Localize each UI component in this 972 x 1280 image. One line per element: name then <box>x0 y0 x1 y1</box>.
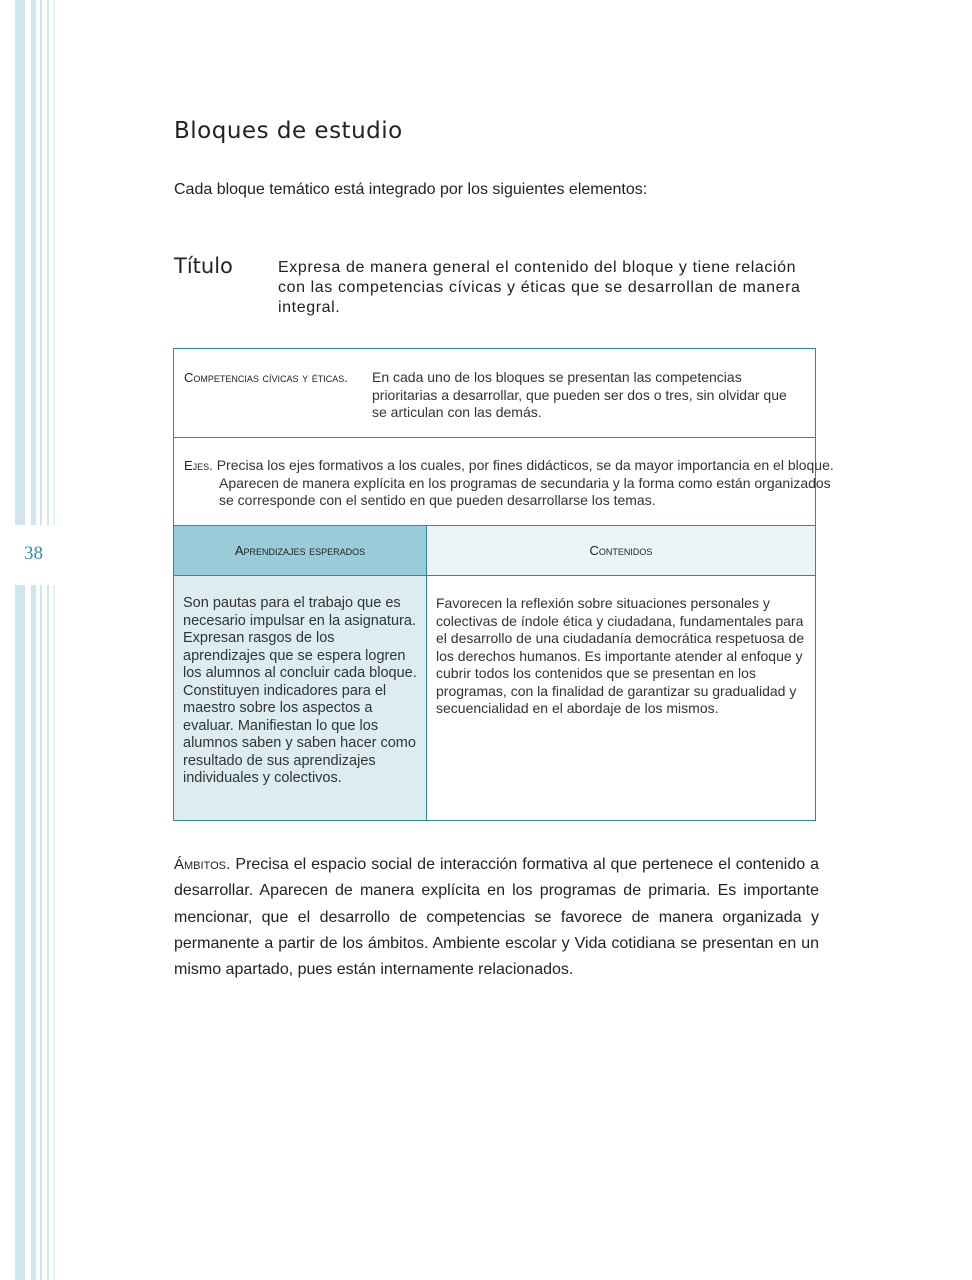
ambitos-paragraph <box>174 852 819 983</box>
margin-stripe <box>40 0 42 525</box>
margin-stripe <box>31 0 36 525</box>
aprendizajes-text: Son pautas para el trabajo que es necesario impulsar en la asignatura. Expresan rasgos de los aprendizajes que se espera logren los alumnos al concluir cada bloque. Constituyen indicadores para el maestro sobre los aspectos a evaluar. Manifiestan lo que los alumnos saben y saben hacer como resultado de sus aprendizajes individuales y colectivos. <box>183 595 417 786</box>
margin-stripe <box>53 0 55 525</box>
ejes-text: Precisa los ejes formativos a los cuales, por fines didácticos, se da mayor importancia en el bloque. Aparecen de manera explícita en los programas de secundaria y la forma como están organizados se corresponde con el sentido en que pueden desarrollarse los temas. <box>216 457 834 508</box>
aprendizajes-header <box>174 526 427 576</box>
ejes-label: Ejes. <box>184 458 213 473</box>
titulo-label: Título <box>174 254 233 278</box>
competencias-text: En cada uno de los bloques se presentan las competencias prioritarias a desarrollar, que pueden ser dos o tres, sin olvidar que se articulan con las demás. <box>372 369 787 420</box>
contenidos-cell <box>427 576 815 820</box>
margin-stripe <box>47 585 49 1280</box>
contenidos-header <box>427 526 815 576</box>
titulo-text: Expresa de manera general el contenido del bloque y tiene relación con las competencias cívicas y éticas que se desarrollan de manera integral. <box>278 259 801 316</box>
contenidos-header-label: Contenidos <box>589 543 653 558</box>
margin-stripe <box>31 585 36 1280</box>
contenidos-text: Favorecen la reflexión sobre situaciones personales y colectivas de índole ética y ciudadana, fundamentales para el desarrollo de una ciudadanía democrática respetuosa de los derechos humanos. Es importante atender al enfoque y cubrir todos los contenidos que se presentan en los programas, con la finalidad de garantizar su gradualidad y secuencialidad en el abordaje de los mismos. <box>436 595 805 716</box>
page-number: 38 <box>24 543 43 564</box>
competencias-row <box>174 349 815 438</box>
aprendizajes-cell <box>174 576 427 820</box>
page-title: Bloques de estudio <box>174 118 403 144</box>
margin-stripe <box>15 585 25 1280</box>
aprendizajes-header-label: Aprendizajes esperados <box>234 543 366 558</box>
ambitos-text: . Precisa el espacio social de interacción formativa al que pertenece el contenido a desarrollar. Aparecen de manera explícita en los programas de primaria. Es importante mencionar, que el desarrollo de competencias se favorece de manera organizada y permanente a partir de los ámbitos. Ambiente escolar y Vida cotidiana se presentan en un mismo apartado, pues están internamente relacionados. <box>174 856 819 979</box>
ejes-paragraph <box>184 457 839 510</box>
margin-stripe <box>47 0 49 525</box>
competencias-label: Competencias cívicas y éticas. <box>184 370 348 385</box>
bloque-structure-box <box>173 348 834 821</box>
ejes-row <box>174 438 834 526</box>
ambitos-label: Ámbitos <box>174 856 226 873</box>
margin-stripe <box>15 0 25 525</box>
margin-stripe <box>53 585 55 1280</box>
margin-stripe <box>40 585 42 1280</box>
intro-paragraph: Cada bloque temático está integrado por los siguientes elementos: <box>174 181 648 198</box>
